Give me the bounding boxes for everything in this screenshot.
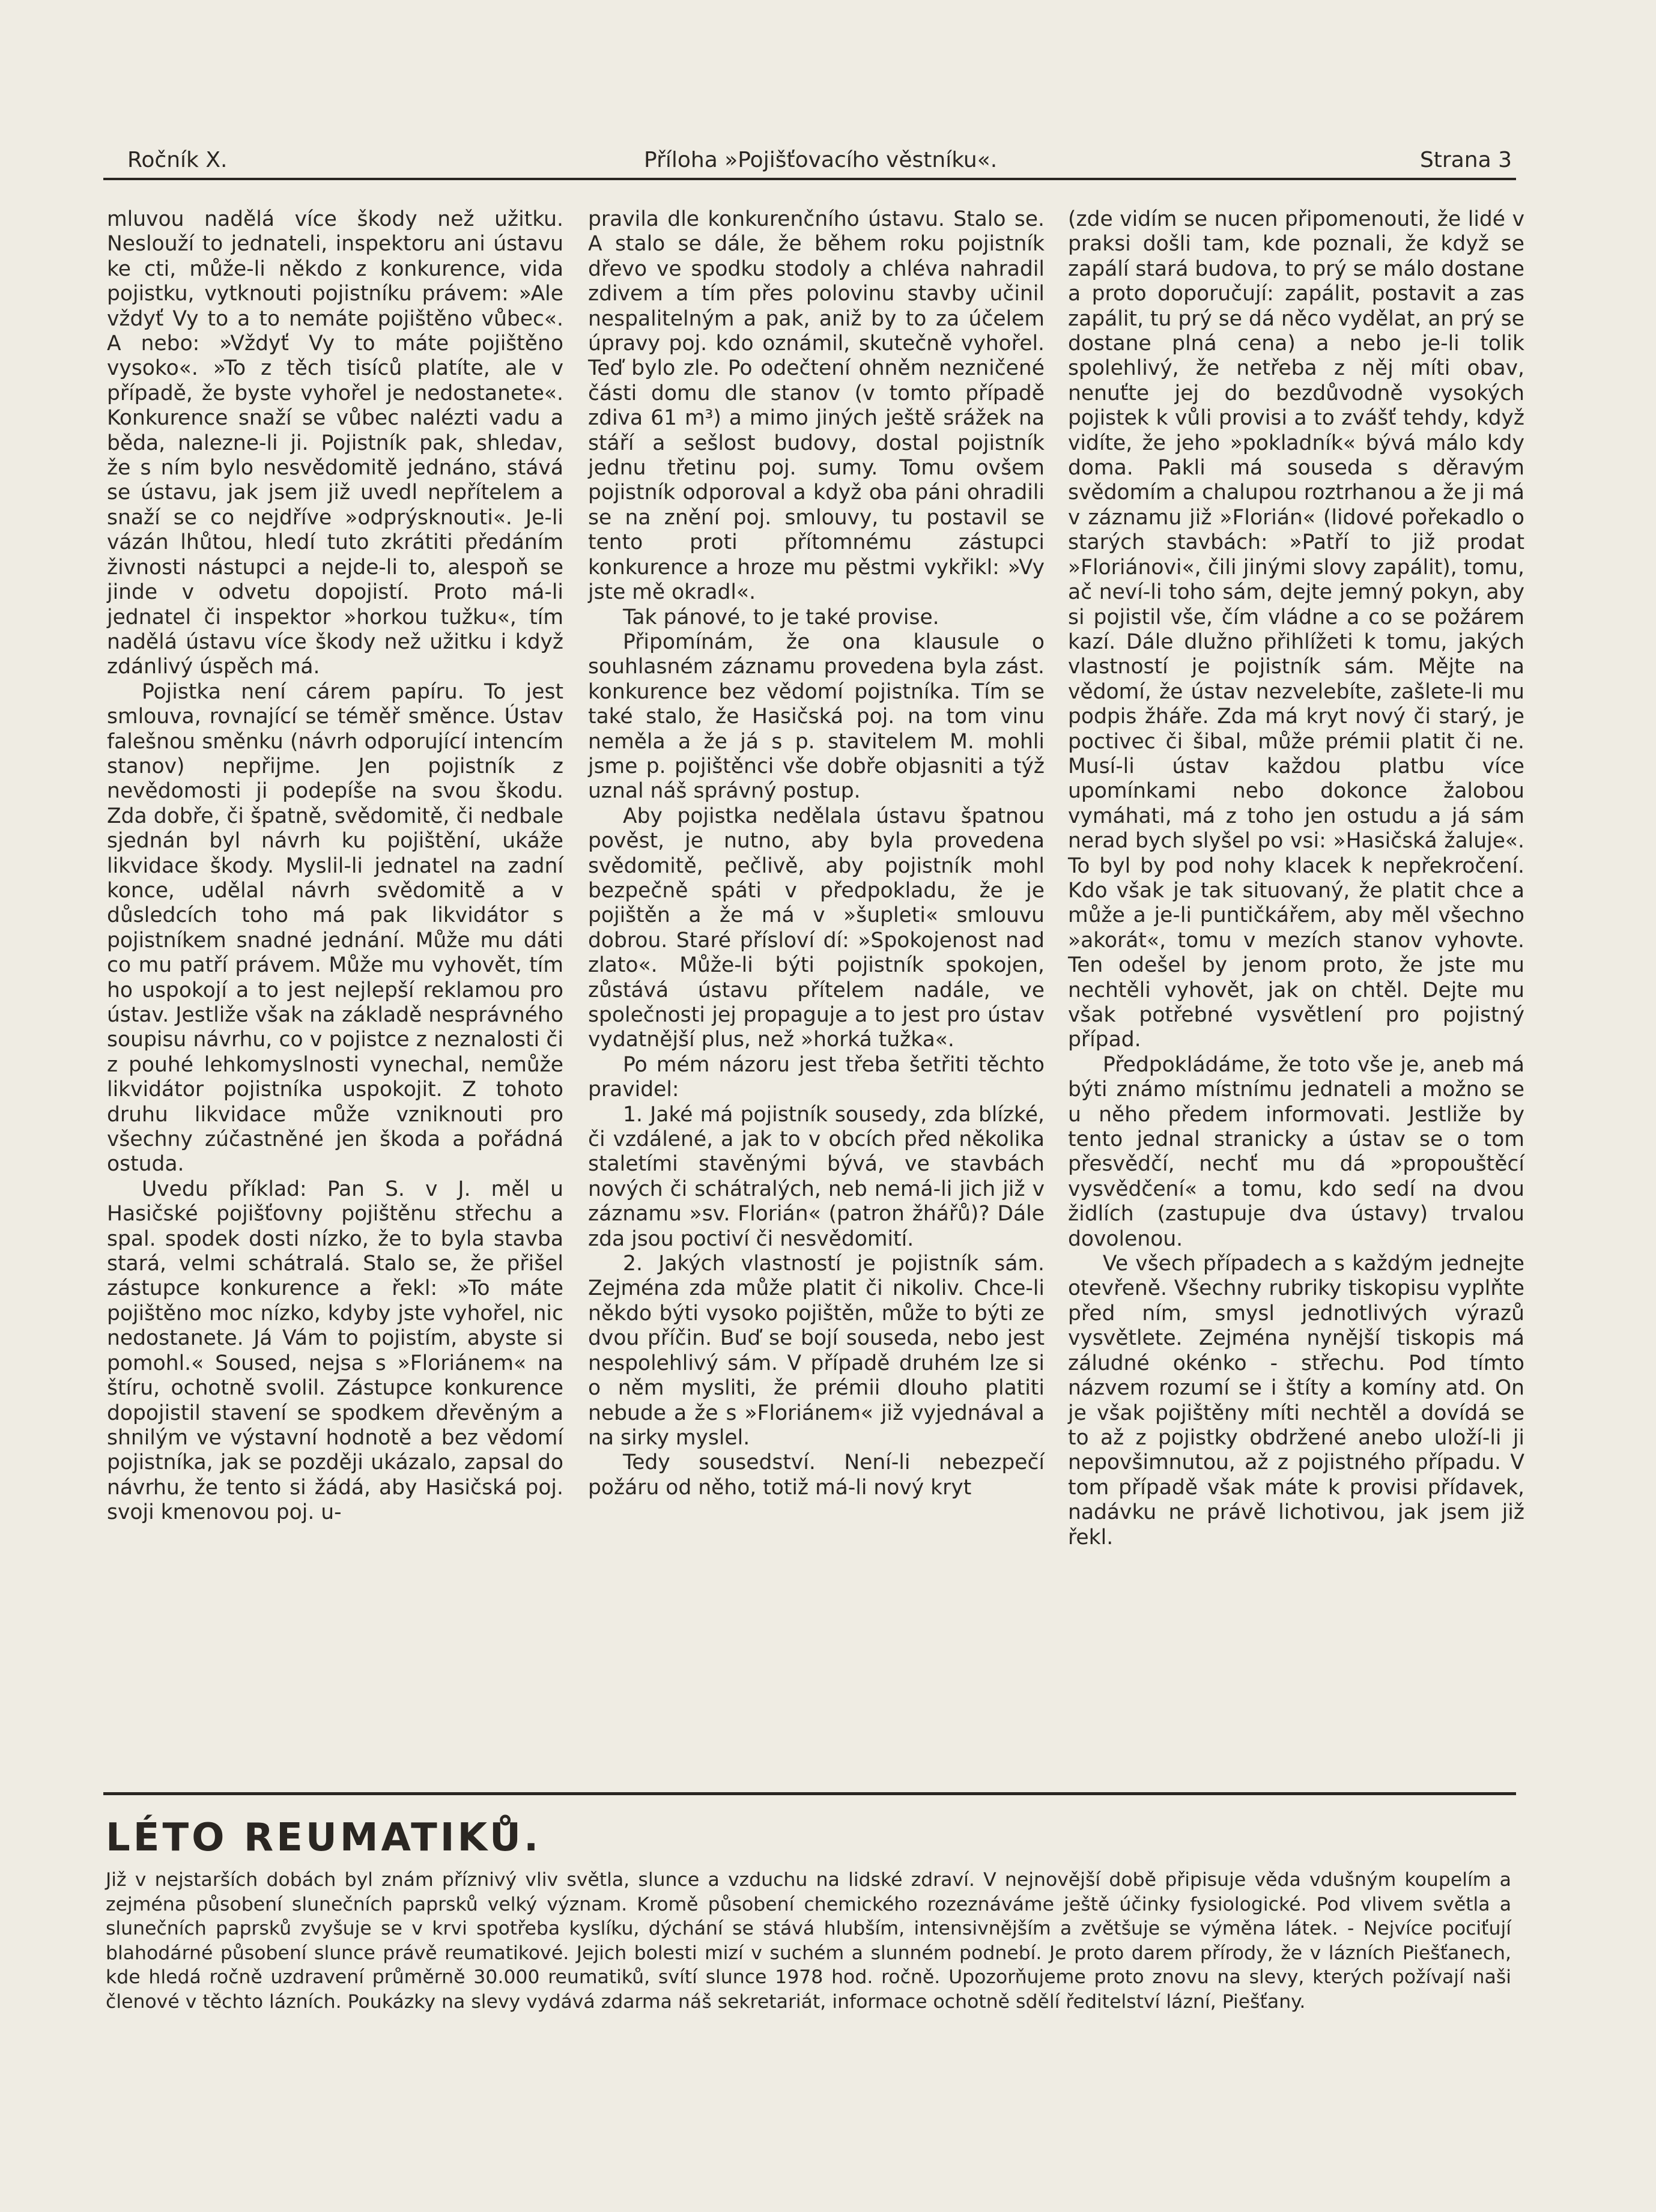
supplement-title: Příloha »Pojišťovacího věstníku«.	[644, 148, 998, 172]
paragraph: Po mém názoru jest třeba šetřiti těchto pravidel:	[588, 1052, 1045, 1102]
paragraph: Předpokládáme, že toto vše je, aneb má býti známo místnímu jednateli a možno se u něho předem informovati. Jestliže by tento jednal stranicky a ústav se o tom přesvědčí, nechť mu dá »propouštěcí vysvědčení« a tomu, kdo sedí na dvou židlích (zastupuje dva ústavy) trvalou dovolenou.	[1068, 1052, 1524, 1251]
paragraph: Pojistka není cárem papíru. To jest smlouva, rovnající se téměř směnce. Ústav falešnou směnku (návrh odporující intencím stanov) nepřijme. Jen pojistník z nevědomosti ji podepíše na svou škodu. Zda dobře, či špatně, svědomitě, či nedbale sjednán byl návrh ku pojištění, ukáže likvidace škody. Myslil-li jednatel na zadní konce, udělal návrh svědomitě a v důsledcích toho má pak likvidátor s pojistníkem snadné jednání. Může mu dáti co mu patří právem. Může mu vyhovět, tím ho uspokojí a to jest nejlepší reklamou pro ústav. Jestliže však na základě nesprávného soupisu návrhu, co v pojistce z neznalosti či z pouhé lehkomyslnosti vynechal, nemůže likvidátor pojistníka uspokojit. Z tohoto druhu likvidace může vzniknouti pro všechny zúčastněné jen škoda a pořádná ostuda.	[107, 679, 563, 1177]
section-rule	[103, 1792, 1516, 1795]
paragraph: Již v nejstarších dobách byl znám příznivý vliv světla, slunce a vzduchu na lidské zdraví. V nejnovější době připisuje věda vdušným koupelím a zejména působení slunečních paprsků velký význam. Kromě působení chemického rozeznáváme ještě účinky fysiologické. Pod vlivem světla a slunečních paprsků zvyšuje se v krvi spotřeba kyslíku, dýchání se stává hlubším, intensivnějším a zvětšuje se výměna látek. - Nejvíce pociťují blahodárné působení slunce právě reumatikové. Jejich bolesti mizí v suchém a slunném podnebí. Je proto darem přírody, že v lázních Piešťanech, kde hledá ročně uzdravení průměrně 30.000 reumatiků, svítí slunce 1978 hod. ročně. Upozorňujeme proto znovu na slevy, kterých požívají naši členové v těchto lázních. Poukázky na slevy vydává zdarma náš sekretariát, informace ochotně sdělí ředitelství lázní, Piešťany.	[106, 1869, 1511, 2013]
paragraph: Ve všech případech a s každým jednejte otevřeně. Všechny rubriky tiskopisu vyplňte před ním, smysl jednotlivých výrazů vysvětlete. Zejména nynější tiskopis má záludné okénko - střechu. Pod tímto názvem rozumí se i štíty a komíny atd. On je však pojištěny míti nechtěl a dovídá se to až z pojistky obdržené anebo uloží-li ji nepovšimnutou, až z pojistného případu. V tom případě však máte k provisi přídavek, nadávku ne právě lichotivou, jak jsem již řekl.	[1068, 1252, 1524, 1550]
paragraph: mluvou nadělá více škody než užitku. Neslouží to jednateli, inspektoru ani ústavu ke cti, může-li někdo z konkurence, vida pojistku, vytknouti pojistníku právem: »Ale vždyť Vy to a to nemáte pojištěno vůbec«. A nebo: »Vždyť Vy to máte pojištěno vysoko«. »To z těch tisíců platíte, ale v případě, že byste vyhořel je nedostanete«. Konkurence snaží se vůbec nalézti vadu a běda, nalezne-li ji. Pojistník pak, shledav, že s ním bylo nesvědomitě jednáno, stává se ústavu, jak jsem již uvedl nepřítelem a snaží se co nejdříve »odprýsknouti«. Je-li vázán lhůtou, hledí tuto zkrátiti předáním živnosti nástupci a nejde-li to, alespoň se jinde v odvetu dopojistí. Proto má-li jednatel či inspektor »horkou tužku«, tím nadělá ústavu více škody než užitku i když zdánlivý úspěch má.	[107, 207, 563, 679]
paragraph: 2. Jakých vlastností je pojistník sám. Zejména zda může platit či nikoliv. Chce-li někdo býti vysoko pojištěn, může to býti ze dvou příčin. Buď se bojí souseda, nebo jest nespolehlivý sám. V případě druhém lze si o něm mysliti, že prémii dlouho platiti nebude a že s »Floriánem« již vyjednával a na sirky myslel.	[588, 1252, 1045, 1450]
paragraph: Aby pojistka nedělala ústavu špatnou pověst, je nutno, aby byla provedena svědomitě, pečlivě, aby pojistník mohl bezpečně spáti v předpokladu, že je pojištěn a že má v »šupleti« smlouvu dobrou. Staré přísloví dí: »Spokojenost nad zlato«. Může-li býti pojistník spokojen, zůstává ústavu přítelem nadále, ve společnosti jej propaguje a to jest pro ústav vydatnější plus, než »horká tužka«.	[588, 804, 1045, 1052]
article-body	[106, 1868, 1511, 2014]
paragraph: pravila dle konkurenčního ústavu. Stalo se. A stalo se dále, že během roku pojistník dřevo ve spodku stodoly a chléva nahradil zdivem a tím přes polovinu stavby učinil nespalitelným a pak, aniž by to za účelem úpravy poj. kdo oznámil, skutečně vyhořel. Teď bylo zle. Po odečtení ohněm nezničené části domu dle stanov (v tomto případě zdiva 61 m³) a mimo jiných ještě srážek na stáří a sešlost budovy, dostal pojistník jednu třetinu poj. sumy. Tomu ovšem pojistník odporoval a když oba páni ohradili se na znění poj. smlouvy, tu postavil se tento proti přítomnému zástupci konkurence a hroze mu pěstmi vykřikl: »Vy jste mě okradl«.	[588, 207, 1045, 605]
article-title: LÉTO REUMATIKŮ.	[106, 1816, 542, 1860]
text-column-2	[588, 207, 1045, 1500]
paragraph: Tak pánové, to je také provise.	[623, 605, 939, 629]
text-column-3	[1068, 207, 1524, 1550]
paragraph: Uvedu příklad: Pan S. v J. měl u Hasičské pojišťovny pojištěnu střechu a spal. spodek dosti nízko, že to byla stavba stará, velmi schátralá. Stalo se, že přišel zástupce konkurence a řekl: »To máte pojištěno moc nízko, kdyby jste vyhořel, nic nedostanete. Já Vám to pojistím, abyste si pomohl.« Soused, nejsa s »Floriánem« na štíru, ochotně svolil. Zástupce konkurence dopojistil stavení se spodkem dřevěným a shnilým ve výstavní hodnotě a bez vědomí pojistníka, jak se později ukázalo, zapsal do návrhu, že tento si žádá, aby Hasičská poj. svoji kmenovou poj. u-	[107, 1177, 563, 1525]
paragraph: (zde vidím se nucen připomenouti, že lidé v praksi došli tam, kde poznali, že když se zapálí stará budova, to prý se málo dostane a proto doporučují: zapálit, postavit a zas zapálit, tu prý se dá něco vydělat, an prý se dostane plná cena) a nebo je-li tolik spolehlivý, že netřeba z něj míti obav, nenuťte jej do bezdůvodně vysokých pojistek k vůli provisi a to zvášť tehdy, když vidíte, že jeho »pokladník« bývá málo kdy doma. Pakli má souseda s děravým svědomím a chalupou roztrhanou a že ji má v záznamu již »Florián« (lidové pořekadlo o starých stavbách: »Patří to již prodat »Floriánovi«, čili jinými slovy zapálit), tomu, ač neví-li toho sám, dejte jemný pokyn, aby si pojistil vše, čím vládne a co se požárem kazí. Dále dlužno přihlížeti k tomu, jakých vlastností je pojistník sám. Mějte na vědomí, že ústav nezvelebíte, zašlete-li mu podpis žháře. Zda má kryt nový či starý, je poctivec či šibal, může prémii platit či ne. Musí-li ústav každou platbu více upomínkami nebo dokonce žalobou vymáhati, má z toho jen ostudu a já sám nerad bych slyšel po vsi: »Hasičská žaluje«. To byl by pod nohy klacek k nepřekročení. Kdo však je tak situovaný, že platit chce a může a je-li puntičkářem, aby měl všechno »akorát«, tomu v mezích stanov vyhovte. Ten odešel by jenom proto, že jste mu nechtěli vyhovět, jak on chtěl. Dejte mu však potřebné vysvětlení pro pojistný případ.	[1068, 207, 1525, 1052]
page-number: Strana 3	[1419, 148, 1512, 172]
paragraph: 1. Jaké má pojistník sousedy, zda blízké, či vzdálené, a jak to v obcích před několika staletími stavěnými bývá, ve stavbách nových či schátralých, neb nemá-li jich již v záznamu »sv. Florián« (patron žhářů)? Dále zda jsou poctiví či nesvědomití.	[588, 1102, 1045, 1251]
paragraph: Tedy sousedství. Není-li nebezpečí požáru od něho, totiž má-li nový kryt	[588, 1450, 1045, 1500]
paragraph: Připomínám, že ona klausule o souhlasném záznamu provedena byla zást. konkurence bez vědomí pojistníka. Tím se také stalo, že Hasičská poj. na tom vinu neměla a že já s p. stavitelem M. mohli jsme p. pojištěnci vše dobře objasniti a týž uznal náš správný postup.	[588, 629, 1045, 804]
volume-label: Ročník X.	[127, 148, 228, 172]
text-column-1	[107, 207, 563, 1526]
running-header	[127, 139, 1512, 181]
header-rule	[103, 178, 1516, 180]
